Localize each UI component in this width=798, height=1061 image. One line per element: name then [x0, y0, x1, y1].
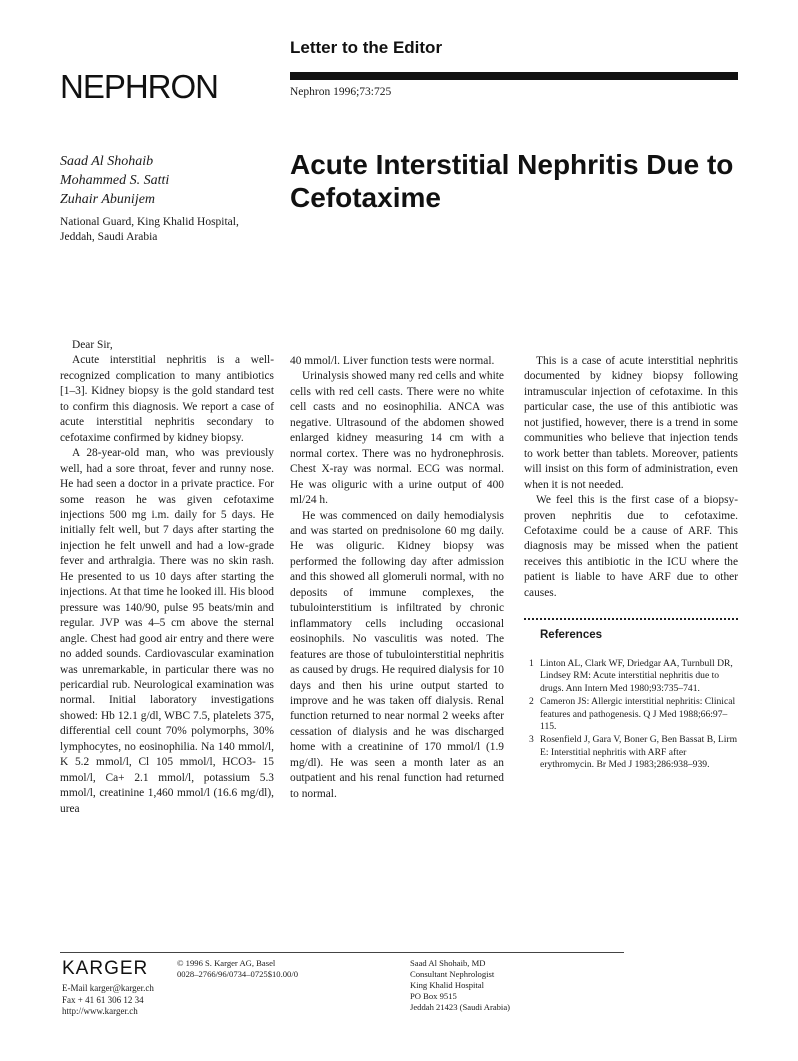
publisher-website: http://www.karger.ch [62, 1006, 138, 1016]
paragraph: A 28-year-old man, who was previously well, had a sore throat, fever and runny nose. He had seen a doctor in a private practice. For some reason he was given cefotaxime injections 500 mg i.m. daily for 5 days. He initially felt well, but 7 days after starting the injection he felt unwell and had a low-grade fever and arthralgia. There was no skin rash. He presented to us 10 days after starting the injections. At that time he looked ill. His blood pressure was 140/90, pulse 95 beats/min and regular. JVP was 4–5 cm above the sternal angle. Chest had good air entry and there were no added sounds. Cardiovascular examination was unremarkable, in particular there was no pericardial rub. Neurological examination was normal. Initial laboratory investigations showed: Hb 12.1 g/dl, WBC 7.5, platelets 375, differential cell count 70% polymorphs, 30% lymphocytes, no eosinophilia. Na 140 mmol/l, K 5.2 mmol/l, Cl 105 mmol/l, HCO3- 15 mmol/l, Ca+ 2.1 mmol/l, potassium 5.3 mmol/l, creatinine 1,460 mmol/l (16.6 mg/dl), urea [60, 447, 274, 815]
paragraph: This is a case of acute interstitial nephritis documented by kidney biopsy following intramuscular injection of cefotaxime. In this particular case, the use of this antibiotic was not justified, however, there is a trend in some communities who believe that injection tends to work better than tablets. Moreover, patients will insist on this form of administration, even when it is not needed. [524, 355, 738, 491]
affiliation [60, 215, 280, 245]
address-line: Saad Al Shohaib, MD [410, 958, 486, 968]
address-line: King Khalid Hospital [410, 980, 484, 990]
references-divider [524, 618, 738, 620]
copyright-block [177, 958, 298, 980]
paragraph-continued: 40 mmol/l. Liver function tests were normal. [290, 355, 495, 367]
reference-number: 3 [529, 734, 534, 746]
paragraph: Urinalysis showed many red cells and white cells with red cell casts. There were no white cell casts and no eosinophilia. ANCA was negative. Ultrasound of the abdomen showed enlarged kidney measuring 14 cm with a normal cortex. There was no hydronephrosis. Chest X-ray was normal. ECG was normal. He was oliguric with a urine output of 400 ml/24 h. [290, 370, 504, 507]
reference-item [524, 658, 740, 695]
journal-logo: NEPHRON [60, 68, 219, 105]
address-line: Consultant Nephrologist [410, 969, 495, 979]
body-column-1 [60, 338, 274, 817]
footer-rule [60, 952, 624, 953]
paragraph: He was commenced on daily hemodialysis and was started on prednisolone 60 mg daily. He was oliguric. Kidney biopsy was performed the following day after admission and this showed all glomeruli normal, with no deposits of immune complexes, the tubulointerstitium is infiltrated by chronic inflammatory cells including occasional eosinophils. No vasculitis was noted. The features are those of tubulointerstitial nephritis as caused by drugs. He required dialysis for 10 days and then his urine output started to improve and he was taken off dialysis. Renal function returned to near normal 2 weeks after cessation of dialysis and he was discharged home with a creatinine of 170 mmol/l (1.9 mg/dl). He was seen a month later as an outpatient and his renal function had returned to normal. [290, 509, 504, 800]
header-rule [290, 72, 738, 80]
affiliation-line: Jeddah, Saudi Arabia [60, 231, 158, 243]
copyright-notice: © 1996 S. Karger AG, Basel [177, 958, 276, 968]
paragraph: Acute interstitial nephritis is a well-recognized complication to many antibiotics [1–3]. Kidney biopsy is the gold standard test to confirm this diagnosis. We report a case of acute interstitial nephritis secondary to cefotaxime confirmed by kidney biopsy. [60, 354, 274, 444]
body-column-3 [524, 354, 738, 601]
publisher-email: E-Mail karger@karger.ch [62, 983, 154, 993]
address-line: Jeddah 21423 (Saudi Arabia) [410, 1002, 510, 1012]
reference-number: 1 [529, 658, 534, 669]
reference-item [524, 696, 740, 733]
salutation: Dear Sir, [72, 339, 113, 351]
author-name: Saad Al Shohaib [60, 154, 154, 169]
author-name: Mohammed S. Satti [60, 173, 170, 188]
article-title: Acute Interstitial Nephritis Due to Cefotaxime [290, 149, 734, 213]
publisher-logo: KARGER [62, 958, 149, 979]
reference-list [524, 658, 740, 773]
address-line: PO Box 9515 [410, 991, 457, 1001]
paragraph: We feel this is the first case of a biopsy-proven nephritis due to cefotaxime. Cefotaxime could be a cause of ARF. This diagnosis may be missed when the patient receives this antibiotic in the ICU where the patient is liable to have ARF due to other causes. [524, 494, 738, 599]
reference-number: 2 [529, 696, 534, 708]
reference-text: Linton AL, Clark WF, Driedgar AA, Turnbull DR, Lindsey RM: Acute interstitial nephritis due to drugs. Ann Intern Med 1980;93:735–741. [540, 658, 733, 694]
reference-item [524, 734, 740, 771]
publisher-contact [62, 983, 154, 1018]
issn-code: 0028–2766/96/0734–0725$10.00/0 [177, 969, 299, 979]
author-list [60, 152, 169, 209]
reference-text: Rosenfield J, Gara V, Boner G, Ben Bassat B, Lirm E: Interstitial nephritis with ARF after erythromycin. Br Med J 1983;286:938–939. [540, 734, 738, 771]
correspondence-address [410, 958, 510, 1013]
author-name: Zuhair Abunijem [60, 192, 156, 207]
affiliation-line: National Guard, King Khalid Hospital, [60, 216, 239, 228]
reference-text: Cameron JS: Allergic interstitial nephritis: Clinical features and pathogenesis. Q J Med 1988;66:97–115. [540, 696, 736, 733]
references-heading: References [540, 629, 603, 641]
journal-citation: Nephron 1996;73:725 [290, 86, 392, 98]
body-column-2 [290, 354, 504, 802]
section-label: Letter to the Editor [290, 38, 443, 57]
publisher-fax: Fax + 41 61 306 12 34 [62, 994, 144, 1005]
